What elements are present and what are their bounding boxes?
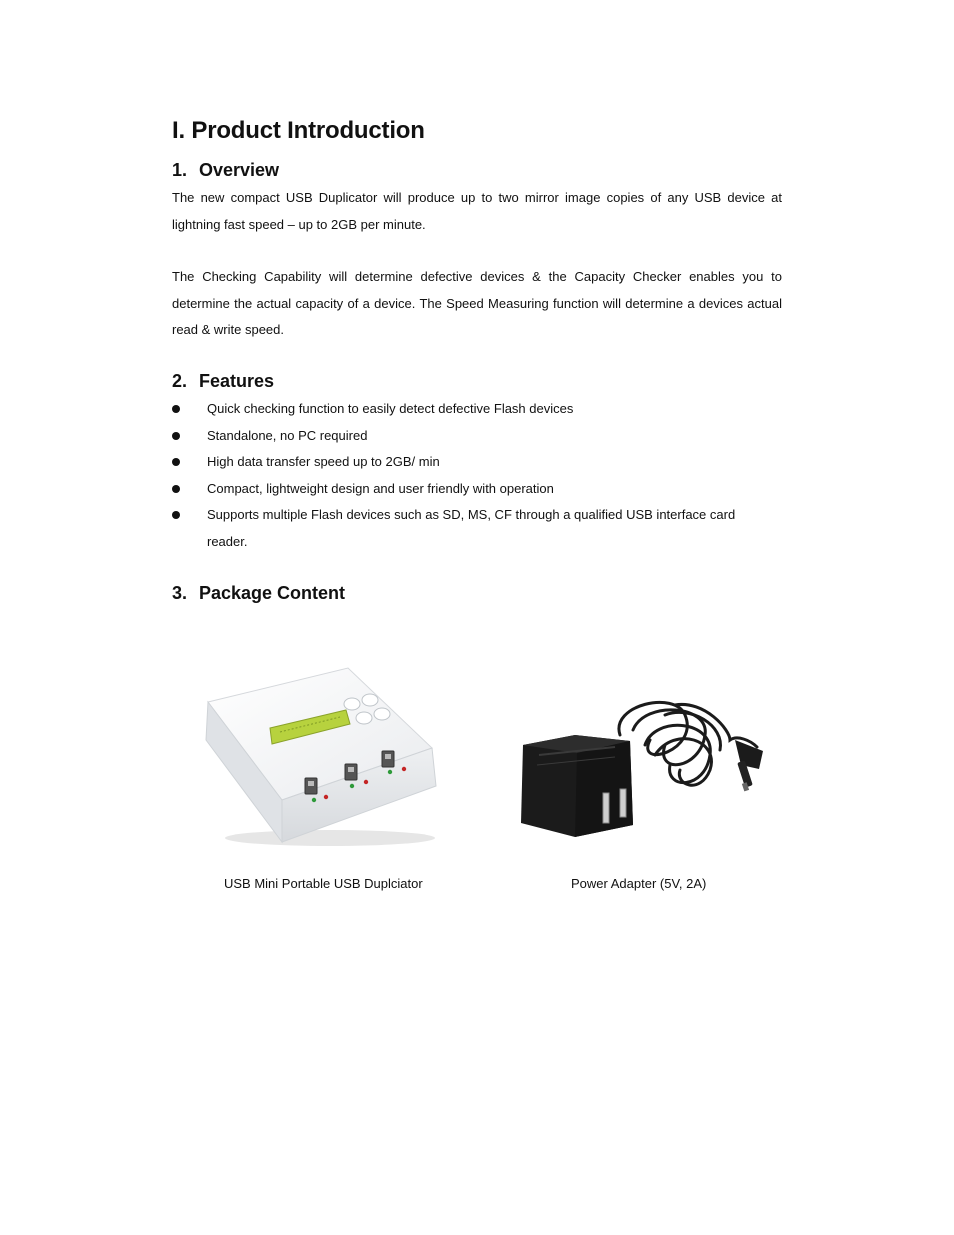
feature-text: Quick checking function to easily detect defective Flash devices [207,401,574,416]
overview-paragraph-2: The Checking Capability will determine defective devices & the Capacity Checker enables you to determine the actual capacity of a device. The Speed Measuring function will determine a devices actual read & write speed. [172,269,782,337]
package-number: 3. [172,583,188,603]
features-title: Features [199,371,275,391]
overview-title: Overview [199,160,280,180]
list-item [172,449,782,476]
package-title: Package Content [199,583,346,603]
list-item [172,396,782,423]
feature-text: Supports multiple Flash devices such as SD, MS, CF through a qualified USB interface card reader. [207,507,736,549]
list-item [172,423,782,450]
list-item [172,502,782,555]
bullet-icon [172,485,180,493]
feature-text: High data transfer speed up to 2GB/ min [207,454,440,469]
features-number: 2. [172,371,188,391]
bullet-icon [172,405,180,413]
list-item [172,476,782,503]
overview-heading [172,160,279,181]
feature-text: Compact, lightweight design and user friendly with operation [207,480,554,496]
usb-duplicator-image [200,660,445,850]
features-list [172,396,782,555]
feature-text: Standalone, no PC required [207,427,368,443]
bullet-icon [172,458,180,466]
overview-paragraph-1: The new compact USB Duplicator will produce up to two mirror image copies of any USB device at lightning fast speed – up to 2GB per minute. [172,190,782,232]
duplicator-caption: USB Mini Portable USB Duplciator [224,876,423,891]
package-heading [172,583,345,604]
features-heading [172,371,274,392]
page-heading: I. Product Introduction [172,117,425,144]
bullet-icon [172,511,180,519]
adapter-caption: Power Adapter (5V, 2A) [571,876,707,891]
bullet-icon [172,432,180,440]
overview-number: 1. [172,160,188,180]
power-adapter-image [515,695,777,840]
